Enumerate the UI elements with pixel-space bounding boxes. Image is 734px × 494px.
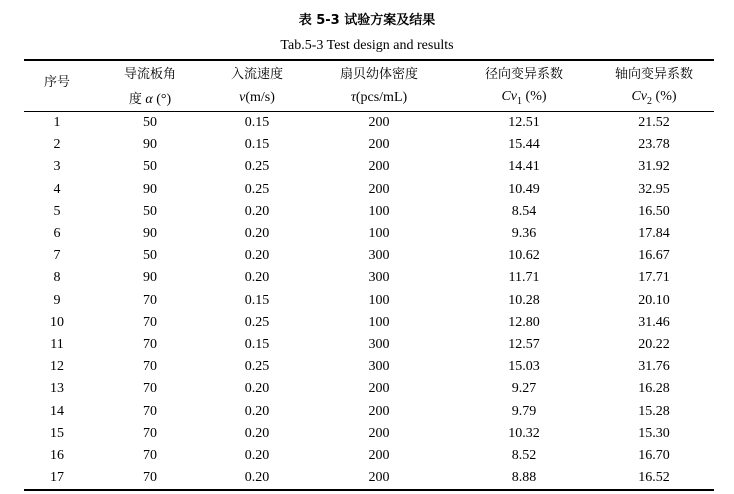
header-angle-unit: 度 α (°)	[128, 92, 172, 107]
angle-cell: 70	[143, 314, 157, 330]
density-cell: 300	[368, 359, 390, 375]
velocity-cell: 0.15	[244, 292, 270, 308]
header-velocity-unit: v(m/s)	[239, 90, 275, 105]
radial-cv-cell: 8.88	[511, 470, 537, 486]
table-row	[24, 112, 714, 134]
angle-cell: 70	[143, 292, 157, 308]
table-row	[24, 400, 714, 422]
header-density-unit: τ(pcs/mL)	[350, 90, 408, 105]
table-row	[24, 290, 714, 312]
seq-cell: 7	[53, 248, 61, 264]
density-cell: 200	[368, 181, 390, 197]
seq-cell: 4	[53, 181, 61, 197]
velocity-cell: 0.25	[244, 359, 270, 375]
table-row	[24, 134, 714, 156]
table-body	[24, 112, 714, 489]
seq-cell: 16	[50, 447, 64, 463]
header-sequence-number: 序号	[43, 75, 70, 90]
header-radial-cv-symbol: $Cv_1$ (%)	[501, 89, 547, 107]
header-radial-cv: 径向变异系数	[484, 66, 563, 82]
angle-cell: 90	[143, 137, 157, 153]
header-row-2	[24, 86, 714, 110]
density-cell: 100	[368, 203, 390, 219]
radial-cv-cell: 11.71	[508, 270, 540, 286]
seq-cell: 13	[50, 381, 64, 397]
radial-cv-cell: 14.41	[508, 159, 540, 175]
density-cell: 200	[368, 381, 390, 397]
table-row	[24, 378, 714, 400]
angle-cell: 70	[143, 447, 157, 463]
axial-cv-cell: 32.95	[638, 181, 670, 197]
angle-cell: 50	[143, 248, 157, 264]
axial-cv-cell: 17.84	[638, 226, 670, 242]
radial-cv-cell: 9.79	[511, 403, 537, 419]
axial-cv-cell: 21.52	[638, 115, 670, 131]
seq-cell: 6	[53, 226, 61, 242]
radial-cv-cell: 12.51	[508, 115, 540, 131]
radial-cv-cell: 12.80	[508, 314, 540, 330]
table-row	[24, 245, 714, 267]
axial-cv-cell: 31.76	[638, 359, 670, 375]
table-row	[24, 356, 714, 378]
table-row	[24, 445, 714, 467]
seq-cell: 5	[53, 203, 61, 219]
velocity-cell: 0.25	[244, 314, 270, 330]
header-deflector-angle: 导流板角	[123, 66, 176, 82]
velocity-cell: 0.20	[244, 470, 270, 486]
seq-cell: 2	[53, 137, 61, 153]
seq-cell: 1	[53, 115, 61, 131]
velocity-cell: 0.15	[244, 137, 270, 153]
density-cell: 200	[368, 115, 390, 131]
table-row	[24, 467, 714, 489]
table-row	[24, 223, 714, 245]
density-cell: 300	[368, 248, 390, 264]
seq-cell: 9	[53, 292, 61, 308]
angle-cell: 70	[143, 403, 157, 419]
table-bottom-rule	[24, 489, 714, 491]
radial-cv-cell: 15.44	[508, 137, 540, 153]
axial-cv-cell: 31.92	[638, 159, 670, 175]
radial-cv-cell: 10.32	[508, 425, 540, 441]
angle-cell: 70	[143, 359, 157, 375]
axial-cv-cell: 16.50	[638, 203, 670, 219]
axial-cv-cell: 20.22	[638, 336, 670, 352]
angle-cell: 90	[143, 226, 157, 242]
axial-cv-cell: 23.78	[638, 137, 670, 153]
header-larva-density: 扇贝幼体密度	[339, 66, 418, 82]
table-caption-english: Tab.5-3 Test design and results	[280, 38, 454, 53]
table-row	[24, 334, 714, 356]
axial-cv-cell: 15.28	[638, 403, 670, 419]
velocity-cell: 0.25	[244, 159, 270, 175]
seq-cell: 17	[50, 470, 64, 486]
radial-cv-cell: 10.28	[508, 292, 540, 308]
seq-cell: 10	[50, 314, 64, 330]
velocity-cell: 0.20	[244, 381, 270, 397]
axial-cv-cell: 16.67	[638, 248, 670, 264]
table-row	[24, 423, 714, 445]
radial-cv-cell: 10.49	[508, 181, 540, 197]
radial-cv-cell: 12.57	[508, 336, 540, 352]
velocity-cell: 0.20	[244, 425, 270, 441]
seq-cell: 14	[50, 403, 64, 419]
axial-cv-cell: 31.46	[638, 314, 670, 330]
seq-cell: 15	[50, 425, 64, 441]
velocity-cell: 0.20	[244, 226, 270, 242]
density-cell: 100	[368, 292, 390, 308]
radial-cv-cell: 8.52	[511, 447, 537, 463]
table-row	[24, 267, 714, 289]
table-caption-chinese: 表 5-3 试验方案及结果	[298, 13, 436, 28]
radial-cv-cell: 10.62	[508, 248, 540, 264]
header-inflow-velocity: 入流速度	[230, 66, 283, 82]
velocity-cell: 0.20	[244, 403, 270, 419]
header-row-1	[24, 60, 714, 84]
seq-cell: 3	[53, 159, 61, 175]
table-row	[24, 201, 714, 223]
velocity-cell: 0.20	[244, 270, 270, 286]
axial-cv-cell: 15.30	[638, 425, 670, 441]
seq-cell: 11	[50, 336, 64, 352]
density-cell: 200	[368, 425, 390, 441]
radial-cv-cell: 15.03	[508, 359, 540, 375]
axial-cv-cell: 16.28	[638, 381, 670, 397]
density-cell: 100	[368, 226, 390, 242]
velocity-cell: 0.25	[244, 181, 270, 197]
angle-cell: 70	[143, 336, 157, 352]
density-cell: 200	[368, 137, 390, 153]
table-row	[24, 179, 714, 201]
angle-cell: 70	[143, 470, 157, 486]
seq-cell: 12	[50, 359, 64, 375]
seq-cell: 8	[53, 270, 61, 286]
table-row	[24, 312, 714, 334]
table-row	[24, 156, 714, 178]
radial-cv-cell: 9.36	[511, 226, 537, 242]
density-cell: 300	[368, 336, 390, 352]
velocity-cell: 0.15	[244, 115, 270, 131]
density-cell: 200	[368, 159, 390, 175]
header-axial-cv: 轴向变异系数	[614, 66, 693, 82]
angle-cell: 90	[143, 270, 157, 286]
axial-cv-cell: 16.70	[638, 447, 670, 463]
angle-cell: 50	[143, 159, 157, 175]
header-axial-cv-symbol: $Cv_2$ (%)	[631, 89, 677, 107]
density-cell: 300	[368, 270, 390, 286]
density-cell: 200	[368, 447, 390, 463]
velocity-cell: 0.20	[244, 203, 270, 219]
radial-cv-cell: 9.27	[511, 381, 537, 397]
angle-cell: 70	[143, 425, 157, 441]
density-cell: 100	[368, 314, 390, 330]
density-cell: 200	[368, 470, 390, 486]
density-cell: 200	[368, 403, 390, 419]
angle-cell: 50	[143, 115, 157, 131]
axial-cv-cell: 17.71	[638, 270, 670, 286]
axial-cv-cell: 20.10	[638, 292, 670, 308]
velocity-cell: 0.15	[244, 336, 270, 352]
angle-cell: 50	[143, 203, 157, 219]
angle-cell: 70	[143, 381, 157, 397]
angle-cell: 90	[143, 181, 157, 197]
velocity-cell: 0.20	[244, 248, 270, 264]
axial-cv-cell: 16.52	[638, 470, 670, 486]
radial-cv-cell: 8.54	[511, 203, 537, 219]
velocity-cell: 0.20	[244, 447, 270, 463]
